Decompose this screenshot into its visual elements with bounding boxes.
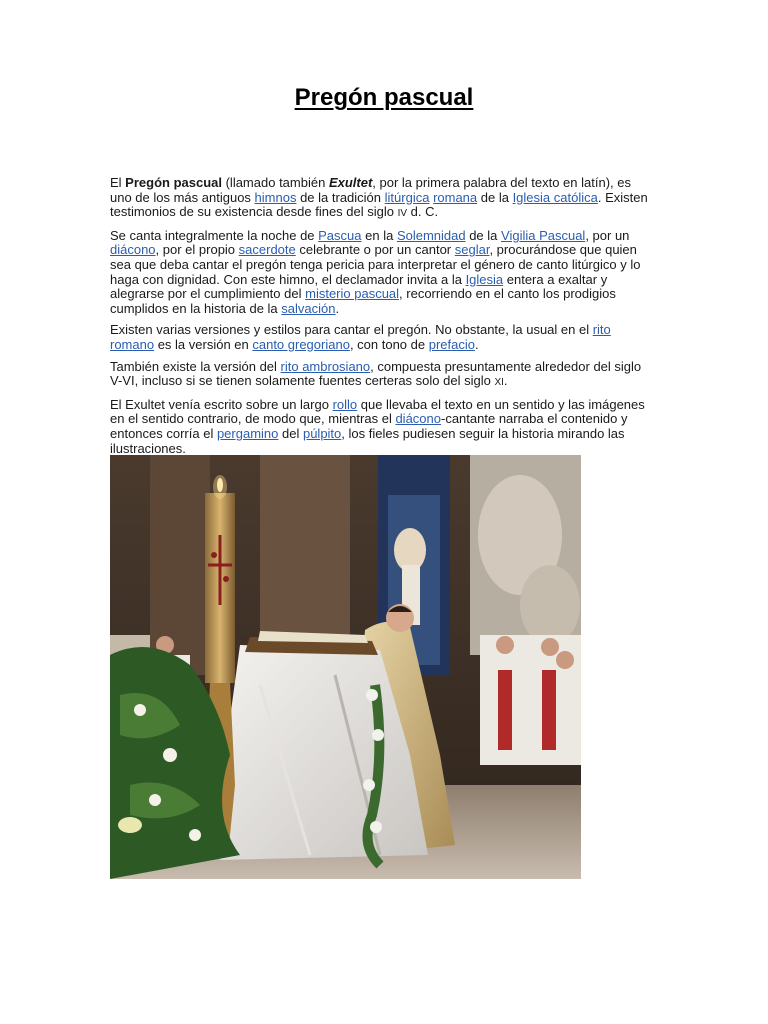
link-rito-ambrosiano[interactable]: rito ambrosiano xyxy=(280,358,371,374)
paragraph-4: También existe la versión del rito ambrosiano, compuesta presuntamente alrededor del siglo V-VI, incluso si se tienen solamente fuentes certeras solo del siglo XI. xyxy=(110,358,642,389)
paragraph-1: El Pregón pascual (llamado también Exultet, por la primera palabra del texto en latín), es uno de los más antiguos himnos de la tradición litúrgica romana de la Iglesia católica. Existen testimonios de su existencia desde fines del siglo IV d. C. xyxy=(110,175,648,220)
link-seglar[interactable]: seglar xyxy=(454,242,490,258)
easter-vigil-photo xyxy=(110,455,581,879)
link-solemnidad[interactable]: Solemnidad xyxy=(396,227,466,243)
link-romana[interactable]: romana xyxy=(433,189,478,205)
page-title: Pregón pascual xyxy=(294,84,474,111)
link-himnos[interactable]: himnos xyxy=(254,189,297,205)
link-sacerdote[interactable]: sacerdote xyxy=(238,242,296,258)
link-vigilia-pascual[interactable]: Vigilia Pascual xyxy=(501,227,586,243)
link-salvacion[interactable]: salvación xyxy=(281,300,336,316)
paragraph-3: Existen varias versiones y estilos para cantar el pregón. No obstante, la usual en el rito romano es la versión en canto gregoriano, con tono de prefacio. xyxy=(110,322,611,352)
link-diacono-2[interactable]: diácono xyxy=(395,411,441,427)
link-iglesia[interactable]: Iglesia xyxy=(465,271,504,287)
link-misterio-pascual[interactable]: misterio pascual xyxy=(305,286,400,302)
link-pergamino[interactable]: pergamino xyxy=(216,425,279,441)
link-rito-romano[interactable]: rito romano xyxy=(110,322,611,352)
link-pulpito[interactable]: púlpito xyxy=(302,425,342,441)
link-diacono[interactable]: diácono xyxy=(110,242,156,258)
link-iglesia-catolica[interactable]: Iglesia católica xyxy=(512,189,598,205)
link-liturgica[interactable]: litúrgica xyxy=(384,189,430,205)
article-body xyxy=(110,176,655,463)
link-pascua[interactable]: Pascua xyxy=(318,227,362,243)
paragraph-2: Se canta integralmente la noche de Pascua en la Solemnidad de la Vigilia Pascual, por un diácono, por el propio sacerdote celebrante o por un cantor seglar, procurándose que quien sea que deba cantar el pregón tenga pericia para interpretar el género de canto litúrgico y lo haga con dignidad. Con este himno, el declamador invita a la Iglesia entera a exaltar y alegrarse por el cumplimiento del misterio pascual, recorriendo en el canto los prodigios cumplidos en la historia de la salvación. xyxy=(110,227,641,316)
link-rollo[interactable]: rollo xyxy=(332,396,358,412)
link-prefacio[interactable]: prefacio xyxy=(428,336,475,352)
link-canto-gregoriano[interactable]: canto gregoriano xyxy=(252,336,350,352)
paragraph-5: El Exultet venía escrito sobre un largo rollo que llevaba el texto en un sentido y las imágenes en el sentido contrario, de modo que, mientras el diácono-cantante narraba el contenido y entonces corría el pergamino del púlpito, los fieles pudiesen seguir la historia mirando las ilustraciones. xyxy=(110,396,645,456)
